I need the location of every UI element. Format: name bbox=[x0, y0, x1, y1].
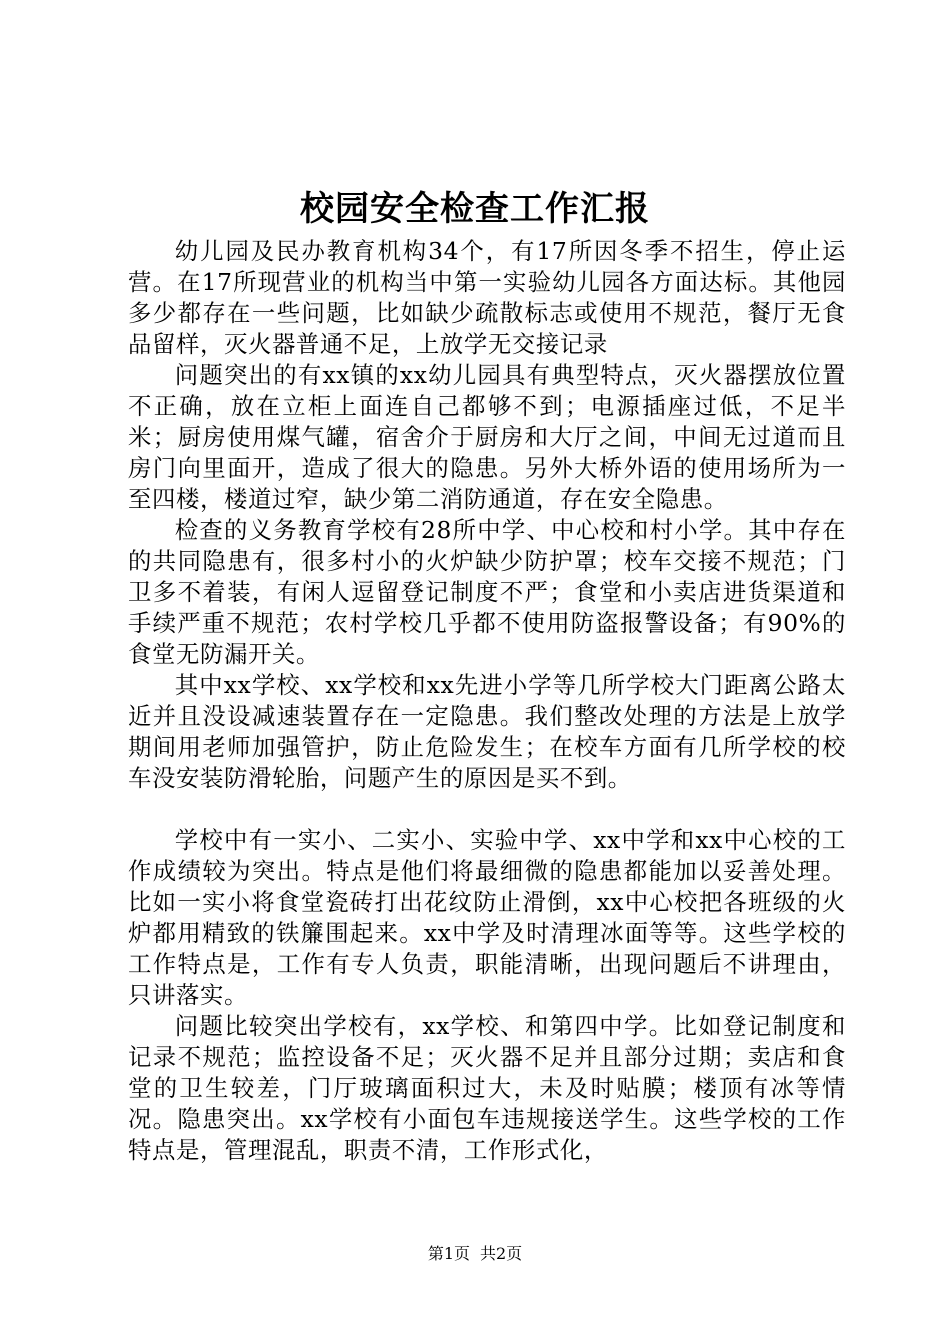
document-title: 校园安全检查工作汇报 bbox=[300, 189, 650, 229]
paragraph-kindergartens: 幼儿园及民办教育机构34个，有17所因冬季不招生，停止运营。在17所现营业的机构当中第一实验幼儿园各方面达标。其他园多少都存在一些问题，比如缺少疏散标志或使用不规范，餐厅无食品留样，灭火器普通不足，上放学无交接记录 bbox=[128, 237, 846, 358]
document-body bbox=[128, 236, 846, 1166]
page-total: 共2页 bbox=[480, 1244, 523, 1263]
paragraph-outstanding-schools: 学校中有一实小、二实小、实验中学、xx中学和xx中心校的工作成绩较为突出。特点是他们将最细微的隐患都能加以妥善处理。比如一实小将食堂瓷砖打出花纹防止滑倒，xx中心校把各班级的火炉都用精致的铁簾围起来。xx中学及时清理冰面等等。这些学校的工作特点是，工作有专人负责，职能清晰，出现问题后不讲理由，只讲落实。 bbox=[128, 826, 846, 1009]
page-number: 第1页 bbox=[427, 1244, 470, 1263]
paragraph-problem-kindergarten: 问题突出的有xx镇的xx幼儿园具有典型特点，灭火器摆放位置不正确，放在立柜上面连自己都够不到；电源插座过低，不足半米；厨房使用煤气罐，宿舍介于厨房和大厅之间，中间无过道而且房门向里面开，造成了很大的隐患。另外大桥外语的使用场所为一至四楼，楼道过窄，缺少第二消防通道，存在安全隐患。 bbox=[128, 361, 846, 513]
page-footer bbox=[0, 1244, 950, 1264]
paragraph-compulsory-schools: 检查的义务教育学校有28所中学、中心校和村小学。其中存在的共同隐患有，很多村小的火炉缺少防护罩；校车交接不规范；门卫多不着装，有闲人逗留登记制度不严；食堂和小卖店进货渠道和手续严重不规范；农村学校几乎都不使用防盗报警设备；有90%的食堂无防漏开关。 bbox=[128, 516, 846, 668]
paragraph-school-gates: 其中xx学校、xx学校和xx先进小学等几所学校大门距离公路太近并且没设减速装置存在一定隐患。我们整改处理的方法是上放学期间用老师加强管护，防止危险发生；在校车方面有几所学校的校车没安装防滑轮胎，问题产生的原因是买不到。 bbox=[128, 671, 846, 792]
paragraph-problem-schools: 问题比较突出学校有，xx学校、和第四中学。比如登记制度和记录不规范；监控设备不足；灭火器不足并且部分过期；卖店和食堂的卫生较差，门厅玻璃面积过大，未及时贴膜；楼顶有冰等情况。隐患突出。xx学校有小面包车违规接送学生。这些学校的工作特点是，管理混乱，职责不清，工作形式化， bbox=[128, 1012, 846, 1164]
